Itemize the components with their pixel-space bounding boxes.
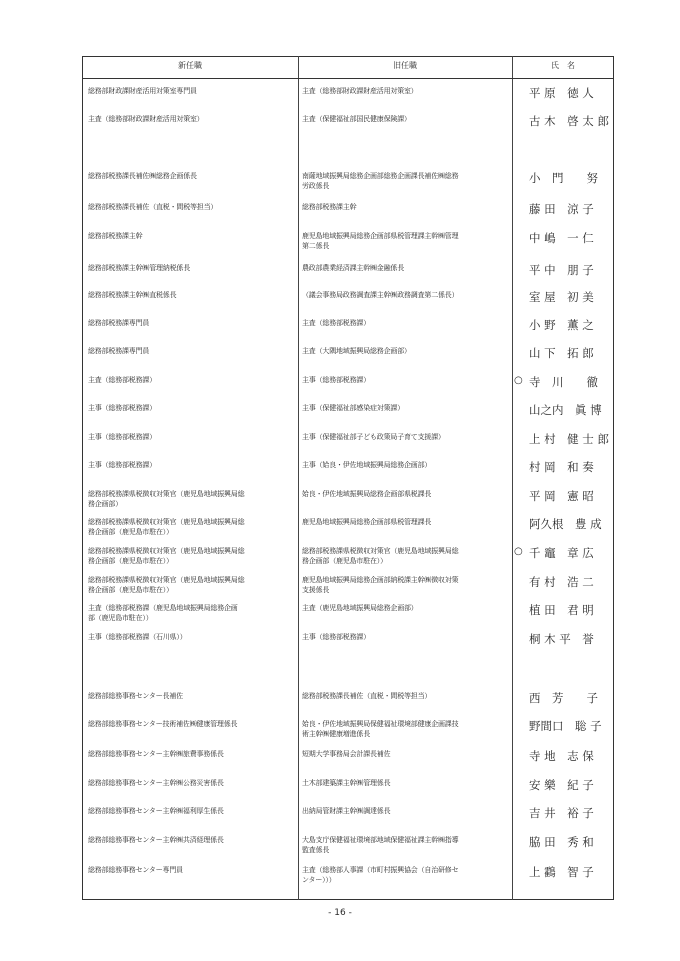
new-post-cell: 総務部総務事務センター主幹㈱旅費事務係長: [88, 750, 224, 758]
new-post-cell: 総務部総務事務センター主幹㈱福利厚生係長: [88, 807, 224, 815]
person-name: 寺 地 志 保: [529, 749, 594, 763]
old-post-cell: 大島支庁保健福祉環境部地域保健福祉課主幹㈱指導 監査係長: [302, 836, 459, 854]
person-name: 上 鸖 智 子: [529, 865, 594, 879]
person-name: 有 村 浩 二: [529, 575, 594, 589]
person-name: 山 下 拓 郎: [529, 346, 594, 360]
new-post-cell: 主査（総務部税務課）: [88, 376, 156, 384]
new-post-cell: 総務部税務課長補佐（直税・間税等担当）: [88, 203, 218, 211]
person-name: 山之内 眞 博: [529, 403, 602, 417]
person-name: 平 原 徳 人: [529, 86, 594, 100]
new-post-cell: 総務部総務事務センター主幹㈱公務災害係長: [88, 779, 224, 787]
column-divider: [298, 56, 299, 900]
person-name: 千 竈 章 広: [529, 546, 594, 560]
new-post-cell: 主査（総務部財政課財産活用対策室）: [88, 115, 204, 123]
person-name: 中 嶋 一 仁: [529, 231, 594, 245]
person-name: 古 木 啓 太 郎: [529, 114, 609, 128]
person-name: 阿久根 豊 成: [529, 517, 602, 531]
old-post-cell: 主事（保健福祉部子ども政策局子育て支援課）: [302, 433, 445, 441]
person-name: 村 岡 和 奏: [529, 460, 594, 474]
new-post-cell: 総務部税務課県税徴収対策官（鹿児島地域振興局総 務企画部（鹿児島市駐在））: [88, 547, 245, 565]
person-name: 上 村 健 士 郎: [529, 432, 609, 446]
column-divider: [512, 56, 513, 900]
old-post-cell: 総務部税務課県税徴収対策官（鹿児島地域振興局総 務企画部（鹿児島市駐在））: [302, 547, 459, 565]
old-post-cell: 主事（保健福祉部感染症対策課）: [302, 404, 404, 412]
person-name: 平 中 朋 子: [529, 263, 594, 277]
new-post-cell: 総務部総務事務センター専門員: [88, 866, 183, 874]
new-post-cell: 主査（総務部税務課（鹿児島地域振興局総務企画 部（鹿児島市駐在））: [88, 604, 238, 622]
header-name: 氏 名: [551, 61, 575, 70]
old-post-cell: 主事（総務部税務課）: [302, 376, 370, 384]
person-name: 小 門 努: [529, 171, 598, 185]
new-post-cell: 総務部税務課専門員: [88, 347, 150, 355]
old-post-cell: 総務部税務課長補佐（直税・間税等担当）: [302, 692, 432, 700]
person-name: 脇 田 秀 和: [529, 835, 594, 849]
old-post-cell: 鹿児島地域振興局総務企画部納税課主幹㈱徴収対策 支援係長: [302, 576, 459, 594]
person-name: 西 芳 子: [529, 691, 598, 705]
person-name: 桐 木 平 誉: [529, 632, 594, 646]
old-post-cell: 鹿児島地域振興局総務企画部県税管理課長: [302, 518, 432, 526]
old-post-cell: 出納局管財課主幹㈱調達係長: [302, 807, 391, 815]
new-post-cell: 総務部総務事務センター主幹㈱共済経理係長: [88, 836, 224, 844]
person-name: 寺 川 徹: [529, 375, 598, 389]
old-post-cell: 総務部税務課主幹: [302, 203, 357, 211]
person-name: 安 樂 紀 子: [529, 778, 594, 792]
person-name: 吉 井 裕 子: [529, 806, 594, 820]
new-post-cell: 総務部税務課主幹: [88, 232, 143, 240]
header-divider: [82, 78, 614, 79]
old-post-cell: 南薩地域振興局総務企画部総務企画課長補佐㈱総務 労政係長: [302, 172, 459, 190]
new-post-cell: 主事（総務部税務課）: [88, 461, 156, 469]
circle-mark: ○: [514, 546, 523, 557]
new-post-cell: 主事（総務部税務課）: [88, 404, 156, 412]
person-name: 小 野 薫 之: [529, 318, 594, 332]
person-name: 藤 田 涼 子: [529, 202, 594, 216]
circle-mark: ○: [514, 375, 523, 386]
old-post-cell: 主査（総務部税務課）: [302, 319, 370, 327]
person-name: 野間口 聡 子: [529, 719, 602, 733]
old-post-cell: 主査（鹿児島地域振興局総務企画部）: [302, 604, 418, 612]
new-post-cell: 総務部総務事務センター長補佐: [88, 692, 183, 700]
old-post-cell: 姶良・伊佐地域振興局保健福祉環境部健康企画課技 術主幹㈱健康増進係長: [302, 720, 459, 738]
old-post-cell: 主査（総務部財政課財産活用対策室）: [302, 87, 418, 95]
header-old-post: 旧任職: [393, 61, 417, 70]
old-post-cell: 主査（保健福祉部国民健康保険課）: [302, 115, 411, 123]
header-new-post: 新任職: [178, 61, 202, 70]
old-post-cell: 主査（大隅地域振興局総務企画部）: [302, 347, 411, 355]
new-post-cell: 総務部財政課財産活用対策室専門員: [88, 87, 197, 95]
old-post-cell: 主事（総務部税務課）: [302, 633, 370, 641]
new-post-cell: 総務部税務課県税徴収対策官（鹿児島地域振興局総 務企画部（鹿児島市駐在））: [88, 518, 245, 536]
old-post-cell: 短期大学事務局会計課長補佐: [302, 750, 391, 758]
person-name: 室 屋 初 美: [529, 290, 594, 304]
new-post-cell: 主事（総務部税務課）: [88, 433, 156, 441]
new-post-cell: 主事（総務部税務課（石川県））: [88, 633, 187, 641]
new-post-cell: 総務部税務課長補佐㈱総務企画係長: [88, 172, 197, 180]
person-name: 平 岡 憲 昭: [529, 489, 594, 503]
old-post-cell: 姶良・伊佐地域振興局総務企画部県税課長: [302, 490, 432, 498]
person-name: 植 田 君 明: [529, 603, 594, 617]
page-number: - 16 -: [328, 908, 352, 918]
old-post-cell: 農政部農業経済課主幹㈱金融係長: [302, 264, 404, 272]
new-post-cell: 総務部税務課主幹㈱管理納税係長: [88, 264, 190, 272]
old-post-cell: （議会事務局政務調査課主幹㈱政務調査第二係長）: [302, 291, 459, 299]
new-post-cell: 総務部税務課県税徴収対策官（鹿児島地域振興局総 務企画部（鹿児島市駐在））: [88, 576, 245, 594]
old-post-cell: 土木部建築課主幹㈱管理係長: [302, 779, 391, 787]
new-post-cell: 総務部税務課主幹㈱直税係長: [88, 291, 177, 299]
old-post-cell: 主査（総務部人事課（市町村振興協会（自治研修セ ンター）））: [302, 866, 459, 884]
new-post-cell: 総務部税務課専門員: [88, 319, 150, 327]
new-post-cell: 総務部総務事務センター技術補佐㈱健康管理係長: [88, 720, 238, 728]
new-post-cell: 総務部税務課県税徴収対策官（鹿児島地域振興局総 務企画部）: [88, 490, 245, 508]
old-post-cell: 主事（姶良・伊佐地域振興局総務企画部）: [302, 461, 432, 469]
old-post-cell: 鹿児島地域振興局総務企画部県税管理課主幹㈱管理 第二係長: [302, 232, 459, 250]
